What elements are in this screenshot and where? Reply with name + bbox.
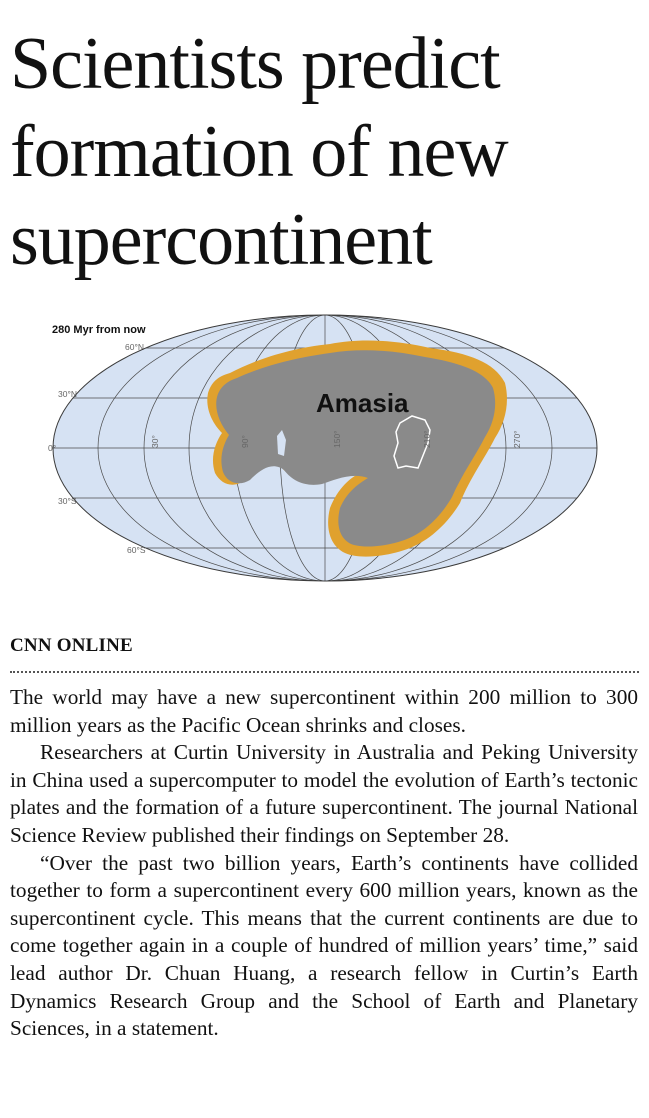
supercontinent-map-figure: [0, 308, 649, 590]
lon-label: 150°: [332, 430, 342, 448]
dotted-divider: [10, 671, 639, 673]
lat-label: 60°S: [127, 545, 146, 555]
lat-label: 30°N: [58, 389, 77, 399]
lat-label: 60°N: [125, 342, 144, 352]
lat-label: 0°: [48, 443, 57, 453]
lon-label: 90°: [240, 435, 250, 448]
time-label: 280 Myr from now: [52, 324, 146, 336]
continent-label: Amasia: [316, 388, 409, 418]
source-label: CNN ONLINE: [10, 635, 133, 656]
lon-label: 210°: [422, 430, 432, 448]
paragraph: “Over the past two billion years, Earth’s continents have collided together to form a supercontinent every 600 million years, known as the supercontinent cycle. This means that the current continents are due to come together again in a couple of hundred of million years’ time,” said lead author Dr. Chuan Huang, a research fellow in Curtin’s Earth Dynamics Research Group and the School of Earth and Planetary Sciences, in a statement.: [10, 850, 638, 1041]
article-body: [10, 684, 638, 1043]
lon-label: 270°: [512, 430, 522, 448]
lon-label: 30°: [150, 435, 160, 448]
lat-label: 30°S: [58, 496, 77, 506]
world-map: [0, 308, 649, 590]
headline: Scientists predict formation of new supercontinent: [10, 23, 508, 281]
paragraph: The world may have a new supercontinent within 200 million to 300 million years as the Pacific Ocean shrinks and closes.: [10, 685, 638, 737]
paragraph: Researchers at Curtin University in Australia and Peking University in China used a supercomputer to model the evolution of Earth’s tectonic plates and the formation of a future supercontinent. The journal National Science Review published their findings on September 28.: [10, 740, 638, 847]
